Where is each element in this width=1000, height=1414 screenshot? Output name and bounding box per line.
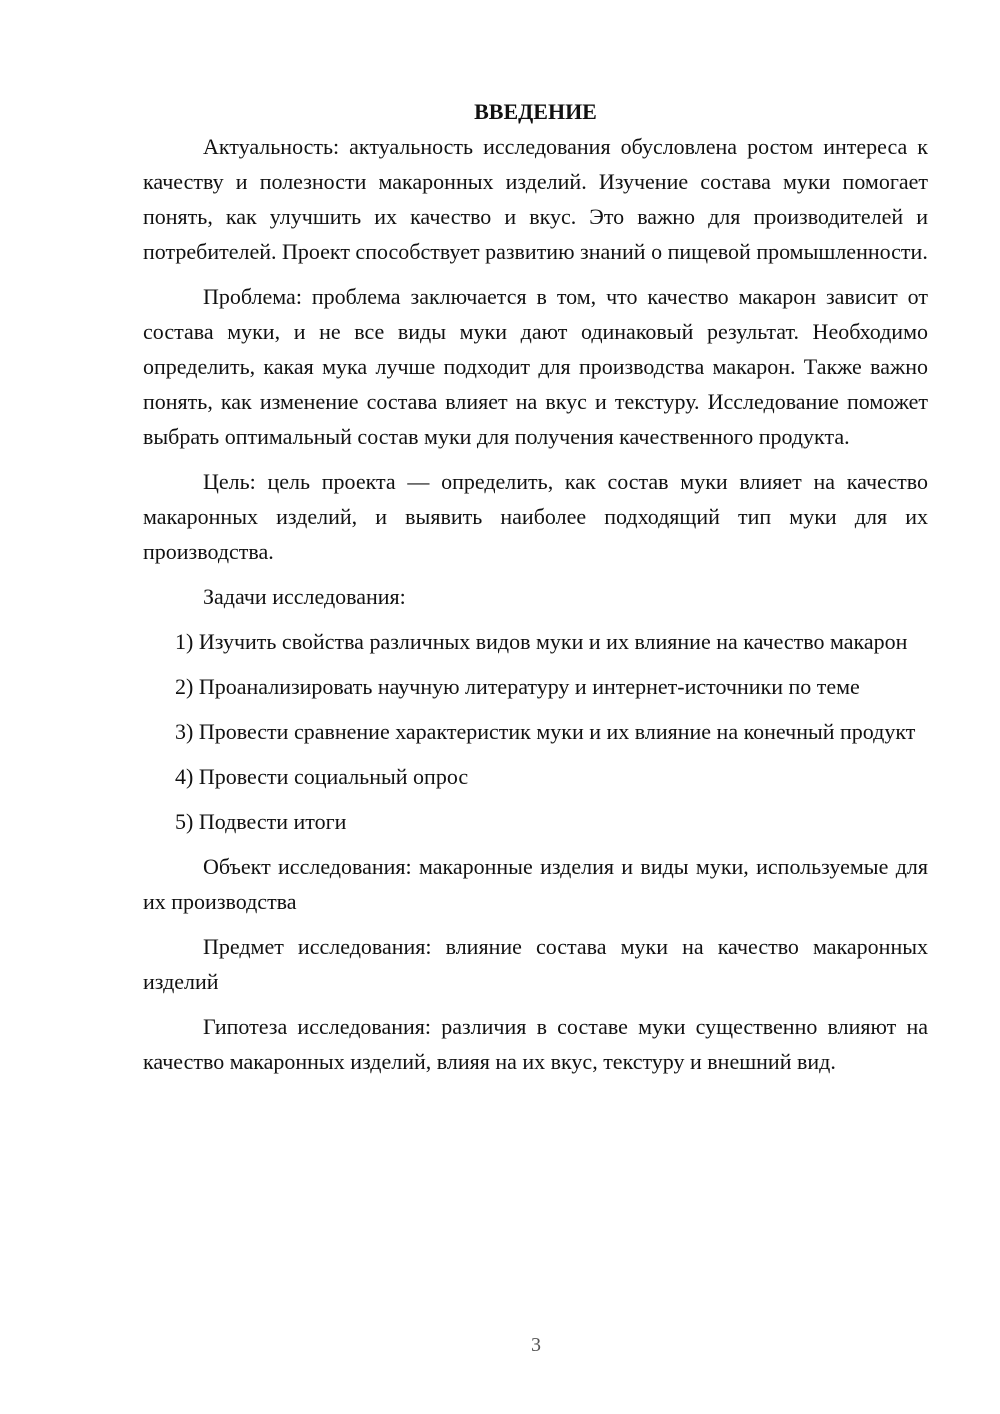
task-item: 4) Провести социальный опрос: [175, 764, 469, 789]
object-paragraph: Объект исследования: макаронные изделия и виды муки, используемые для их производства: [143, 854, 928, 914]
tasks-list: [143, 624, 928, 839]
task-item: 1) Изучить свойства различных видов муки и их влияние на качество макарон: [175, 629, 908, 654]
task-item: 5) Подвести итоги: [175, 809, 347, 834]
page-content: [143, 94, 928, 1089]
relevance-paragraph: Актуальность: актуальность исследования обусловлена ростом интереса к качеству и полезности макаронных изделий. Изучение состава муки помогает понять, как улучшить их качество и вкус. Это важно для производителей и потребителей. Проект способствует развитию знаний о пищевой промышленности.: [143, 134, 928, 264]
goal-paragraph: Цель: цель проекта — определить, как состав муки влияет на качество макаронных изделий, и выявить наиболее подходящий тип муки для их производства.: [143, 469, 928, 564]
task-item: 2) Проанализировать научную литературу и интернет-источники по теме: [175, 674, 860, 699]
task-item: 3) Провести сравнение характеристик муки и их влияние на конечный продукт: [175, 719, 916, 744]
hypothesis-paragraph: Гипотеза исследования: различия в составе муки существенно влияют на качество макаронных изделий, влияя на их вкус, текстуру и внешний вид.: [143, 1014, 928, 1074]
tasks-heading: Задачи исследования:: [203, 584, 406, 609]
problem-paragraph: Проблема: проблема заключается в том, что качество макарон зависит от состава муки, и не все виды муки дают одинаковый результат. Необходимо определить, какая мука лучше подходит для производства макарон. Также важно понять, как изменение состава влияет на вкус и текстуру. Исследование поможет выбрать оптимальный состав муки для получения качественного продукта.: [143, 284, 928, 449]
page-title: ВВЕДЕНИЕ: [474, 99, 597, 124]
subject-paragraph: Предмет исследования: влияние состава муки на качество макаронных изделий: [143, 934, 928, 994]
page-number: 3: [531, 1334, 541, 1356]
